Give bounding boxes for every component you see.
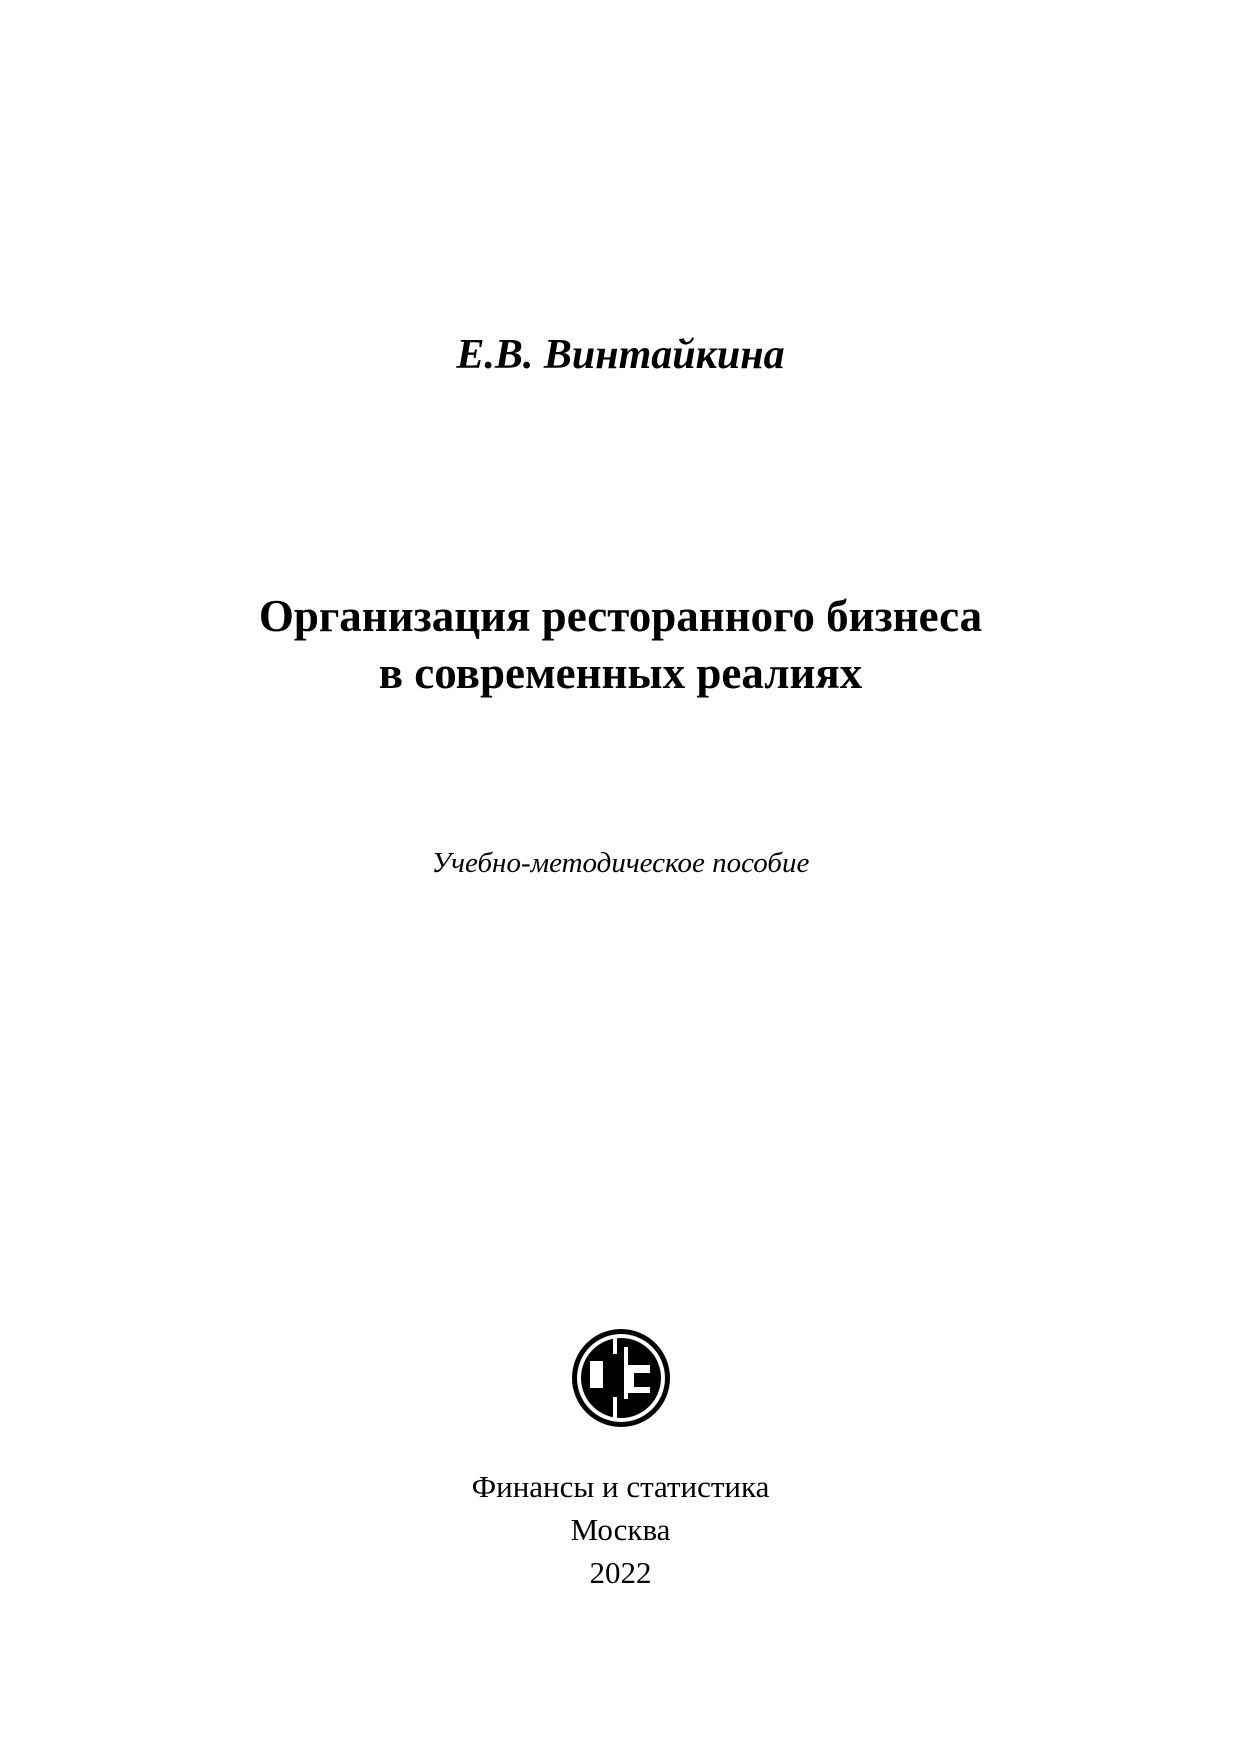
publication-city: Москва: [570, 1512, 671, 1547]
publisher-name: Финансы и статистика: [471, 1469, 770, 1504]
author-name: Е.В. Винтайкина: [456, 332, 785, 378]
book-subtitle: Учебно-методическое пособие: [431, 847, 810, 879]
book-title-line-1: Организация ресторанного бизнеса: [258, 591, 983, 641]
publication-year: 2022: [589, 1555, 652, 1590]
publisher-logo-icon: [570, 1327, 672, 1429]
book-title-line-2: в современных реалиях: [378, 648, 863, 698]
